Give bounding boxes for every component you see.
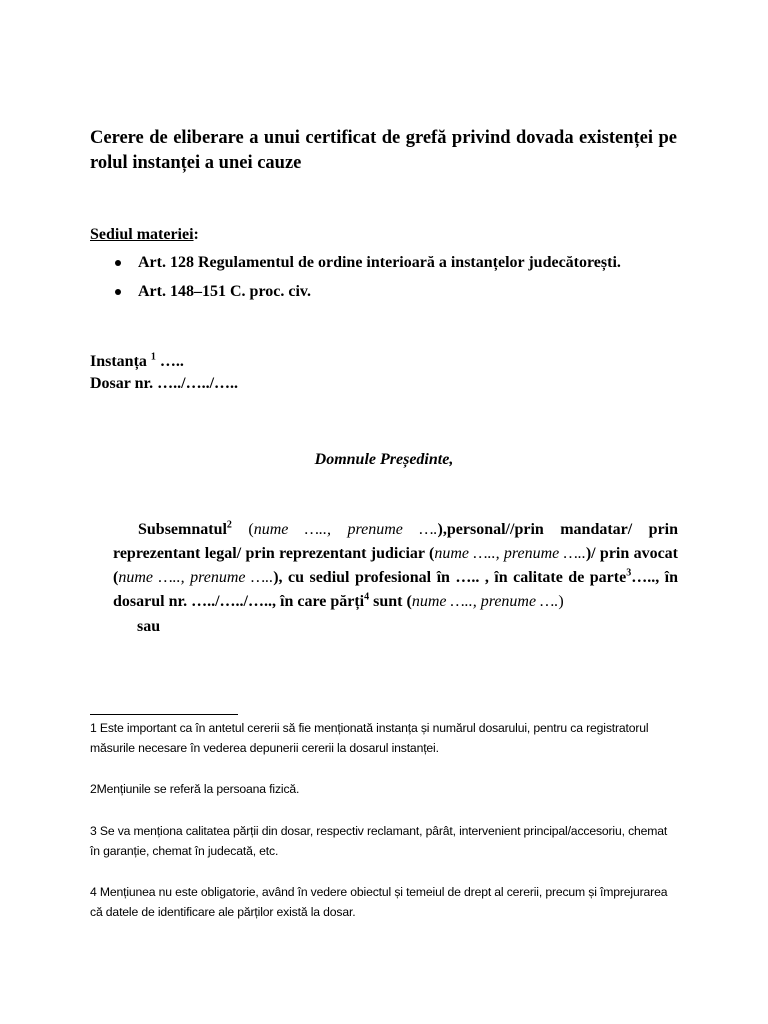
footnote-ref-4: 4 <box>364 591 370 603</box>
footnote-3: 3 Se va menționa calitatea părții din dosar, respectiv reclamant, pârât, intervenient principal/accesoriu, chemat în garanție, chemat în judecată, etc. <box>90 824 668 858</box>
subsemnatul-word: Subsemnatul <box>138 521 227 538</box>
footnote-4: 4 Mențiunea nu este obligatorie, având în vedere obiectul și temeiul de drept al cererii, precum și împrejurarea că datele de identificare ale părților există la dosar. <box>90 885 668 919</box>
body-text-2: ),personal//prin mandatar/ prin reprezentant legal/ prin reprezentant judiciar ( <box>113 521 679 562</box>
placeholder-name-3: nume ….., prenume ….. <box>118 569 274 586</box>
footnote-ref-3: 3 <box>626 567 632 579</box>
case-header <box>90 351 238 395</box>
sediul-materiei-heading <box>90 225 199 245</box>
footnote-ref-1: 1 <box>150 351 156 363</box>
placeholder-name-2: nume ….., prenume ….. <box>434 545 586 562</box>
body-text-4: ), cu sediul profesional în ….. , în calitate de parte <box>273 569 627 586</box>
legal-basis-list <box>113 253 621 311</box>
footnote-2: 2Mențiunile se referă la persoana fizică. <box>90 782 300 796</box>
salutation: Domnule Președinte, <box>314 451 454 468</box>
document-title: Cerere de eliberare a unui certificat de grefă privind dovada existenței pe rolul instanței a unei cauze <box>90 128 677 173</box>
footnote-1: 1 Este important ca în antetul cererii să fie menționată instanța și numărul dosarului, pentru ca registratorul măsurile necesare în vederea depunerii cererii la dosarul instanței. <box>90 721 649 755</box>
footnote-separator <box>90 714 238 715</box>
legal-basis-item: Art. 148–151 C. proc. civ. <box>113 282 621 302</box>
instanta-label: Instanța <box>90 353 147 370</box>
request-body <box>113 518 678 614</box>
sediul-materiei-label: Sediul materiei <box>90 226 194 243</box>
sediul-materiei-colon: : <box>193 226 199 243</box>
body-text-1: ( <box>231 521 254 538</box>
dosar-line: Dosar nr. …../…../….. <box>90 375 239 392</box>
instanta-line <box>90 351 238 373</box>
placeholder-name-4: nume ….., prenume …. <box>411 593 559 610</box>
body-text-7: ) <box>558 593 564 610</box>
legal-basis-item: Art. 128 Regulamentul de ordine interioară a instanțelor judecătorești. <box>113 253 621 273</box>
body-text-6: sunt ( <box>369 593 412 610</box>
placeholder-name-1: nume ….., prenume …. <box>253 521 438 538</box>
body-text-3: )/ prin avocat ( <box>113 545 679 586</box>
instanta-dots: ….. <box>155 353 184 370</box>
body-text-5: ….., în dosarul nr. …../…../….., în care părți <box>113 569 679 610</box>
footnote-ref-2: 2 <box>226 519 232 531</box>
sau-word: sau <box>137 618 161 635</box>
